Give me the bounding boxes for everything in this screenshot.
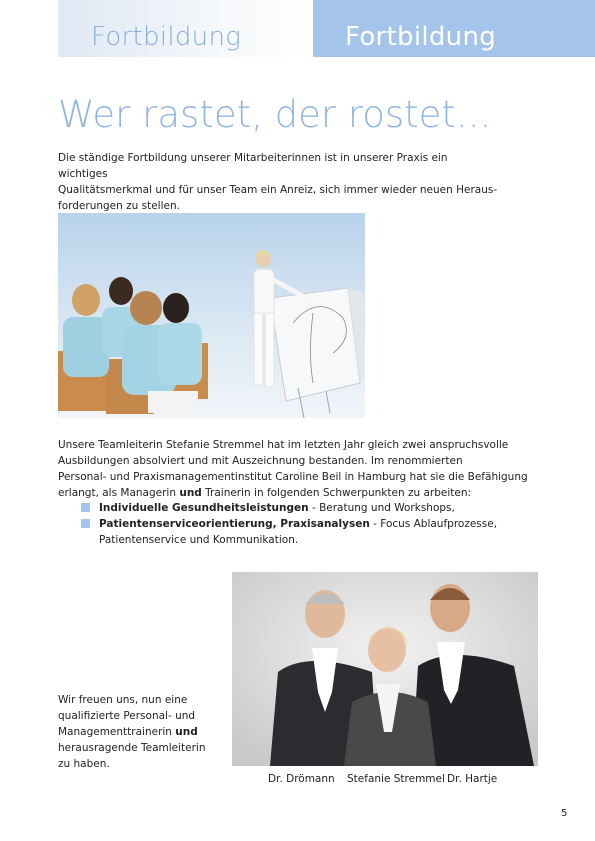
closing-text: Managementtrainerin bbox=[58, 726, 176, 738]
header-right-label: Fortbildung bbox=[345, 22, 497, 52]
bullet-bold: Patientenserviceorientierung, Praxisanalysen bbox=[99, 518, 370, 530]
page-number: 5 bbox=[561, 808, 568, 819]
body-line: Unsere Teamleiterin Stefanie Stremmel hat im letzten Jahr gleich zwei anspruchsvolle bbox=[58, 439, 509, 451]
closing-line: Wir freuen uns, nun eine bbox=[58, 694, 188, 706]
header-tab-right bbox=[313, 0, 595, 57]
bullet-square-icon bbox=[81, 503, 90, 512]
body-line: Ausbildungen absolviert und mit Auszeichnung bestanden. Im renommierten bbox=[58, 455, 463, 467]
body-bold: und bbox=[179, 487, 202, 499]
bullet-cont-text: Patientenservice und Kommunikation. bbox=[99, 534, 299, 546]
bullet-square-icon bbox=[81, 519, 90, 528]
body-text: erlangt, als Managerin bbox=[58, 487, 180, 499]
caption-stremmel: Stefanie Stremmel bbox=[347, 773, 445, 785]
bullet-text: - Focus Ablaufprozesse, bbox=[369, 518, 498, 530]
closing-bold: und bbox=[175, 726, 198, 738]
page-title: Wer rastet, der rostet... bbox=[58, 93, 492, 136]
closing-line: herausragende Teamleiterin bbox=[58, 742, 206, 754]
intro-paragraph bbox=[58, 150, 498, 214]
caption-hartje: Dr. Hartje bbox=[447, 773, 498, 785]
closing-line: zu haben. bbox=[58, 758, 110, 770]
caption-droemann: Dr. Drömann bbox=[268, 773, 335, 785]
closing-line bbox=[58, 724, 218, 740]
bullet-text: - Beratung und Workshops, bbox=[308, 502, 455, 514]
closing-line: qualifizierte Personal- und bbox=[58, 710, 196, 722]
bullet-bold: Individuelle Gesundheitsleistungen bbox=[99, 502, 309, 514]
body-line bbox=[58, 485, 518, 501]
intro-line: Die ständige Fortbildung unserer Mitarbeiterinnen ist in unserer Praxis ein wichtiges bbox=[58, 152, 448, 180]
closing-paragraph bbox=[58, 692, 218, 772]
header-tab-left bbox=[58, 0, 311, 57]
intro-line: Qualitätsmerkmal und für unser Team ein Anreiz, sich immer wieder neuen Heraus- bbox=[58, 184, 498, 196]
body-text: Trainerin in folgenden Schwerpunkten zu arbeiten: bbox=[201, 487, 472, 499]
body-paragraph bbox=[58, 437, 528, 501]
body-line: Personal- und Praxismanagementinstitut Caroline Beil in Hamburg hat sie die Befähigung bbox=[58, 471, 528, 483]
header-left-label: Fortbildung bbox=[91, 22, 242, 52]
intro-line: forderungen zu stellen. bbox=[58, 200, 180, 212]
team-photo bbox=[232, 572, 538, 766]
training-photo bbox=[58, 213, 365, 418]
